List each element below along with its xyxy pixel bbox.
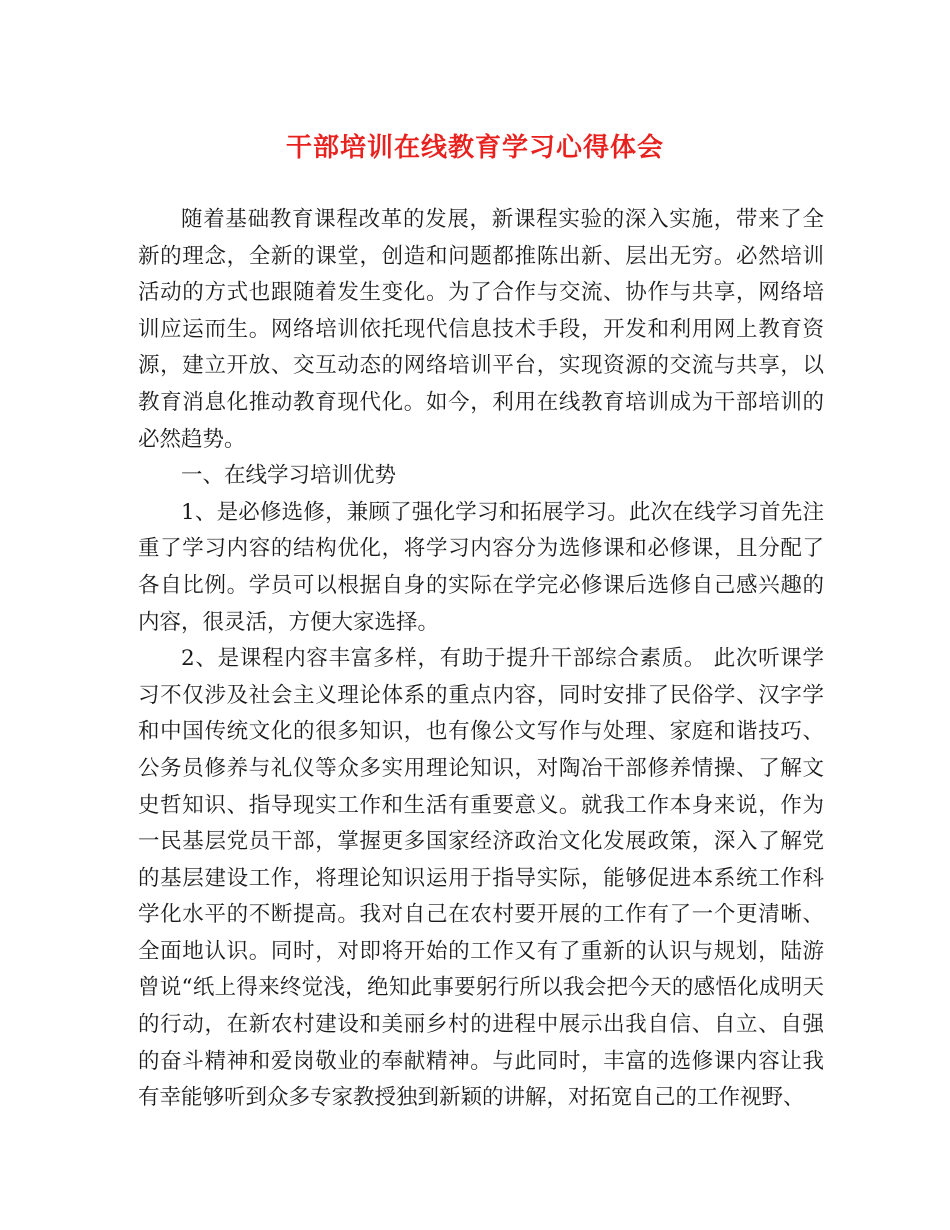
point-2-paragraph: 2、是课程内容丰富多样，有助于提升干部综合素质。 此次听课学习不仅涉及社会主义理论体系的重点内容，同时安排了民俗学、汉字学和中国传统文化的很多知识，也有像公文写作与处理、家庭和谐技巧、公务员修养与礼仪等众多实用理论知识，对陶冶干部修养情操、了解文史哲知识、指导现实工作和生活有重要意义。就我工作本身来说，作为一民基层党员干部，掌握更多国家经济政治文化发展政策，深入了解党的基层建设工作，将理论知识运用于指导实际，能够促进本系统工作科学化水平的不断提高。我对自己在农村要开展的工作有了一个更清晰、全面地认识。同时，对即将开始的工作又有了重新的认识与规划，陆游曾说“纸上得来终觉浅，绝知此事要躬行所以我会把今天的感悟化成明天的行动，在新农村建设和美丽乡村的进程中展示出我自信、自立、自强的奋斗精神和爱岗敬业的奉献精神。与此同时，丰富的选修课内容让我有幸能够听到众多专家教授独到新颖的讲解，对拓宽自己的工作视野、: [138, 646, 824, 1111]
point-1-paragraph: 1、是必修选修，兼顾了强化学习和拓展学习。此次在线学习首先注重了学习内容的结构优化，将学习内容分为选修课和必修课，且分配了各自比例。学员可以根据自身的实际在学完必修课后选修自己感兴趣的内容，很灵活，方便大家选择。: [138, 499, 824, 635]
document-title: 干部培训在线教育学习心得体会: [285, 133, 664, 163]
document-body: [138, 202, 824, 1117]
section-heading: 一、在线学习培训优势: [181, 463, 397, 489]
intro-paragraph: 随着基础教育课程改革的发展，新课程实验的深入实施，带来了全新的理念，全新的课堂，创造和问题都推陈出新、层出无穷。必然培训活动的方式也跟随着发生变化。为了合作与交流、协作与共享，网络培训应运而生。网络培训依托现代信息技术手段，开发和利用网上教育资源，建立开放、交互动态的网络培训平台，实现资源的交流与共享，以教育消息化推动教育现代化。如今，利用在线教育培训成为干部培训的必然趋势。: [138, 207, 824, 452]
